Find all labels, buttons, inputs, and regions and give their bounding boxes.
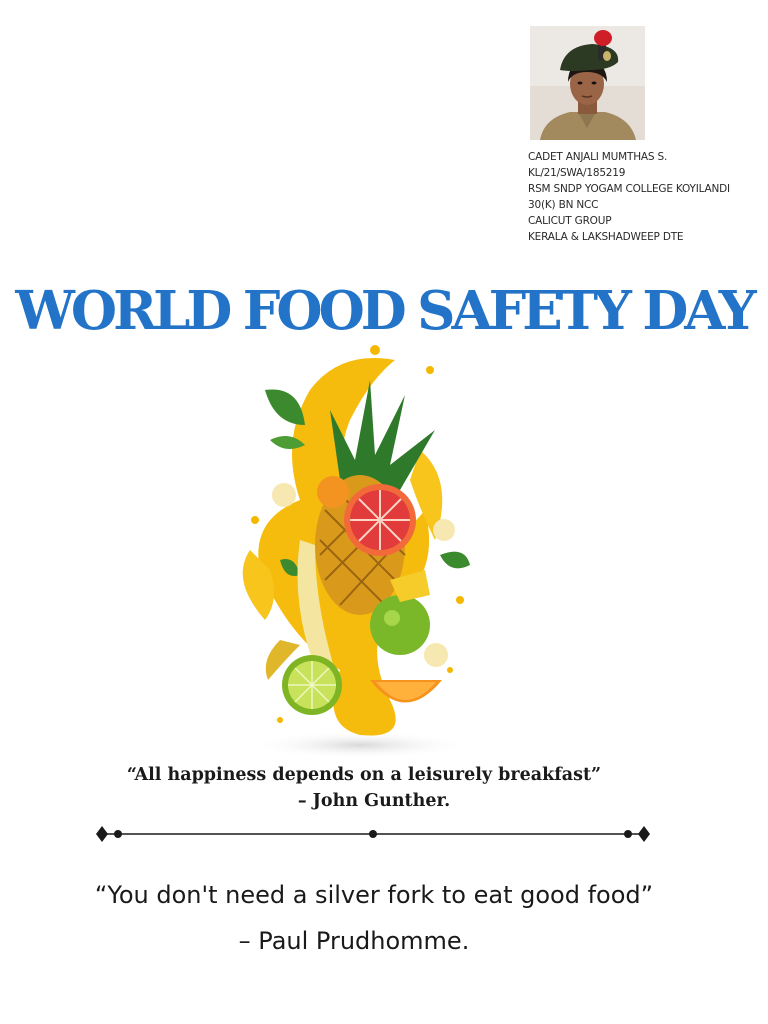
- cadet-name: CADET ANJALI MUMTHAS S.: [528, 151, 668, 163]
- fruit-splash-illustration: [220, 340, 510, 760]
- cadet-college: RSM SNDP YOGAM COLLEGE KOYILANDI: [528, 183, 730, 195]
- cadet-battalion: 30(K) BN NCC: [528, 199, 599, 211]
- ornamental-divider: [92, 820, 654, 848]
- quote-gunther-text: “All happiness depends on a leisurely breakfast”: [126, 765, 602, 785]
- cadet-details: [528, 149, 768, 245]
- cadet-group: CALICUT GROUP: [528, 215, 612, 227]
- cadet-photo: [530, 26, 645, 140]
- quote-prudhomme: [0, 872, 768, 964]
- cadet-number: KL/21/SWA/185219: [528, 167, 626, 179]
- cadet-directorate: KERALA & LAKSHADWEEP DTE: [528, 231, 684, 243]
- quote-gunther-author: – John Gunther.: [297, 791, 451, 811]
- quote-gunther: [0, 762, 768, 814]
- quote-prudhomme-author: – Paul Prudhomme.: [238, 927, 470, 955]
- quote-prudhomme-text: “You don't need a silver fork to eat good food”: [94, 881, 654, 909]
- page-title: WORLD FOOD SAFETY DAY: [15, 280, 753, 342]
